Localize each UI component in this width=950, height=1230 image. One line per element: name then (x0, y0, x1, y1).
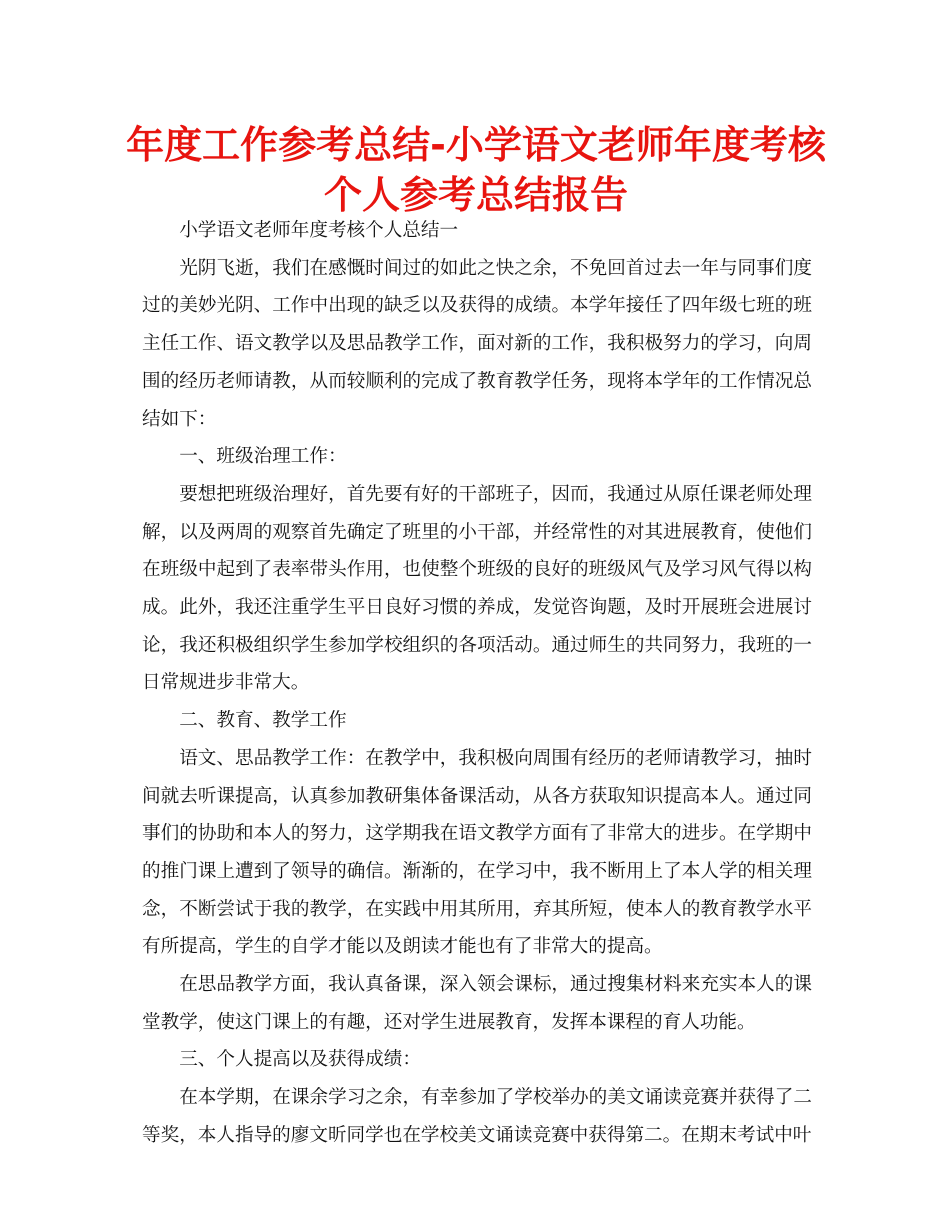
paragraph-achievements: 在本学期，在课余学习之余，有幸参加了学校举办的美文诵读竞赛并获得了二等奖，本人指导的廖文昕同学也在学校美文诵读竞赛中获得第二。在期末考试中叶 (142, 1087, 812, 1146)
section-heading-teaching: 二、教育、教学工作 (179, 710, 347, 732)
section-heading-class-management: 一、班级治理工作： (179, 446, 347, 468)
paragraph-subtitle: 小学语文老师年度考核个人总结一 (179, 220, 459, 241)
section-heading-achievements: 三、个人提高以及获得成绩： (179, 1049, 421, 1071)
paragraph-chinese-teaching: 语文、思品教学工作：在教学中，我积极向周围有经历的老师请教学习，抽时间就去听课提高，认真参加教研集体备课活动，从各方获取知识提高本人。通过同事们的协助和本人的努力，这学期我在语文教学方面有了非常大的进步。在学期中的推门课上遭到了领导的确信。渐渐的，在学习中，我不断用上了本人学的相关理念，不断尝试于我的教学，在实践中用其所用，弃其所短，使本人的教育教学水平有所提高，学生的自学才能以及朗读才能也有了非常大的提高。 (142, 747, 812, 958)
document-body (142, 212, 812, 1155)
document-title: 年度工作参考总结-小学语文老师年度考核个人参考总结报告 (126, 123, 826, 217)
paragraph-ethics-teaching: 在思品教学方面，我认真备课，深入领会课标，通过搜集材料来充实本人的课堂教学，使这门课上的有趣，还对学生进展教育，发挥本课程的育人功能。 (142, 974, 812, 1033)
paragraph-class-management: 要想把班级治理好，首先要有好的干部班子，因而，我通过从原任课老师处理解，以及两周的观察首先确定了班里的小干部，并经常性的对其进展教育，使他们在班级中起到了表率带头作用，也使整个班级的良好的班级风气及学习风气得以构成。此外，我还注重学生平日良好习惯的养成，发觉咨询题，及时开展班会进展讨论，我还积极组织学生参加学校组织的各项活动。通过师生的共同努力，我班的一日常规进步非常大。 (142, 483, 812, 694)
paragraph-intro: 光阴飞逝，我们在感慨时间过的如此之快之余，不免回首过去一年与同事们度过的美妙光阴、工作中出现的缺乏以及获得的成绩。本学年接任了四年级七班的班主任工作、语文教学以及思品教学工作，面对新的工作，我积极努力的学习，向周围的经历老师请教，从而较顺利的完成了教育教学任务，现将本学年的工作情况总结如下： (142, 257, 812, 430)
